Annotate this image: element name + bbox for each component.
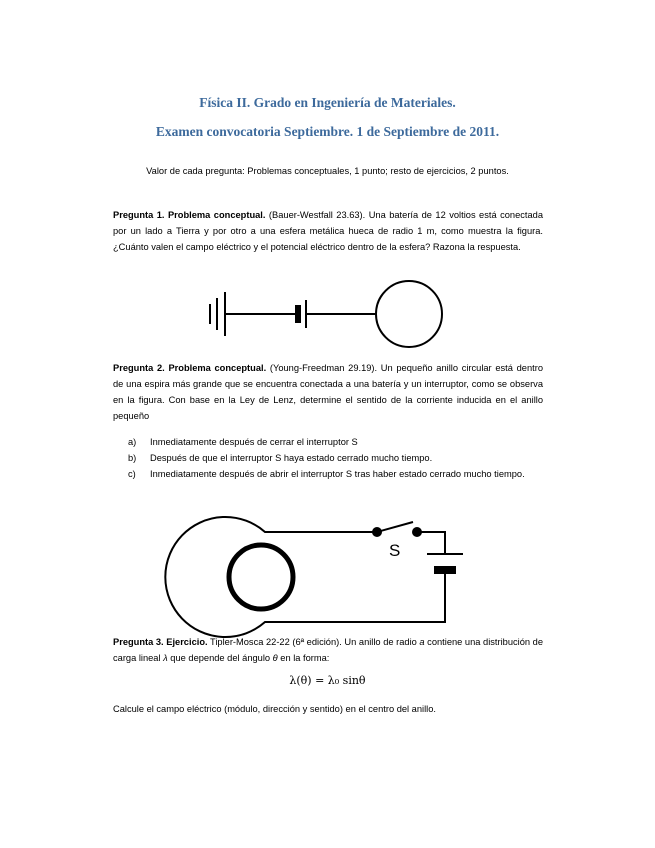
question-2-text: (Young-Freedman 29.19). Un pequeño anillo circular está dentro de una espira más grande que se encuentra conectada a una batería y un interruptor, como se observa en la figura. Con base en la Ley de Lenz, determine el sentido de la corriente inducida en el anillo pequeño <box>113 363 543 421</box>
option-a-text: Inmediatamente después de cerrar el interruptor S <box>150 437 358 447</box>
option-c-text: Inmediatamente después de abrir el interruptor S tras haber estado cerrado mucho tiempo. <box>150 469 525 479</box>
question-3-text-a: Tipler-Mosca 22-22 (6ª edición). Un anillo de radio <box>207 637 420 647</box>
question-3-text-c: que depende del ángulo <box>167 653 273 663</box>
figure-1-circuit <box>200 278 450 350</box>
exam-title: Física II. Grado en Ingeniería de Materiales. <box>199 95 456 110</box>
question-2-options <box>128 434 543 482</box>
option-b-text: Después de que el interruptor S haya estado cerrado mucho tiempo. <box>150 453 433 463</box>
switch-label: S <box>389 541 401 560</box>
var-a: a <box>419 637 425 647</box>
question-3-text-d: en la forma: <box>277 653 330 663</box>
figure-2-circuit <box>205 502 475 632</box>
option-c-letter: c) <box>128 469 136 479</box>
question-3-label: Pregunta 3. Ejercicio. <box>113 637 208 647</box>
question-1 <box>113 207 543 255</box>
metal-sphere <box>376 281 442 347</box>
switch-lever <box>377 522 413 532</box>
question-1-text: (Bauer-Westfall 23.63). Una batería de 12 voltios está conectada por un lado a Tierra y por otro a una esfera metálica hueca de radio 1 m, como muestra la figura. ¿Cuánto valen el campo eléctrico y el potencial eléctrico dentro de la esfera? Razona la respuesta. <box>113 210 543 252</box>
question-3-text-b: contiene una distribución de carga lineal <box>113 637 543 663</box>
small-ring <box>229 545 293 609</box>
question-2-label: Pregunta 2. Problema conceptual. <box>113 363 267 373</box>
switch-contact-left <box>372 527 382 537</box>
switch-contact-right <box>412 527 422 537</box>
question-3-instruction: Calcule el campo eléctrico (módulo, dirección y sentido) en el centro del anillo. <box>113 704 436 714</box>
option-c <box>128 466 543 482</box>
var-lambda: λ <box>163 653 168 663</box>
option-b-letter: b) <box>128 453 137 463</box>
question-3 <box>113 634 543 666</box>
option-b <box>128 450 543 466</box>
var-theta: θ <box>272 653 278 663</box>
exam-subtitle: Examen convocatoria Septiembre. 1 de Septiembre de 2011. <box>155 124 500 139</box>
scoring-note: Valor de cada pregunta: Problemas conceptuales, 1 punto; resto de ejercicios, 2 puntos. <box>146 166 509 176</box>
charge-distribution-formula: λ(θ) = λ₀ sinθ <box>289 674 366 687</box>
question-1-label: Pregunta 1. Problema conceptual. <box>113 210 266 220</box>
option-a-letter: a) <box>128 437 137 447</box>
battery-plate-short <box>434 566 456 574</box>
loop-wire-right <box>417 532 445 554</box>
large-loop <box>165 517 445 637</box>
battery-plate-short <box>295 305 301 323</box>
option-a <box>128 434 543 450</box>
question-2 <box>113 360 543 424</box>
